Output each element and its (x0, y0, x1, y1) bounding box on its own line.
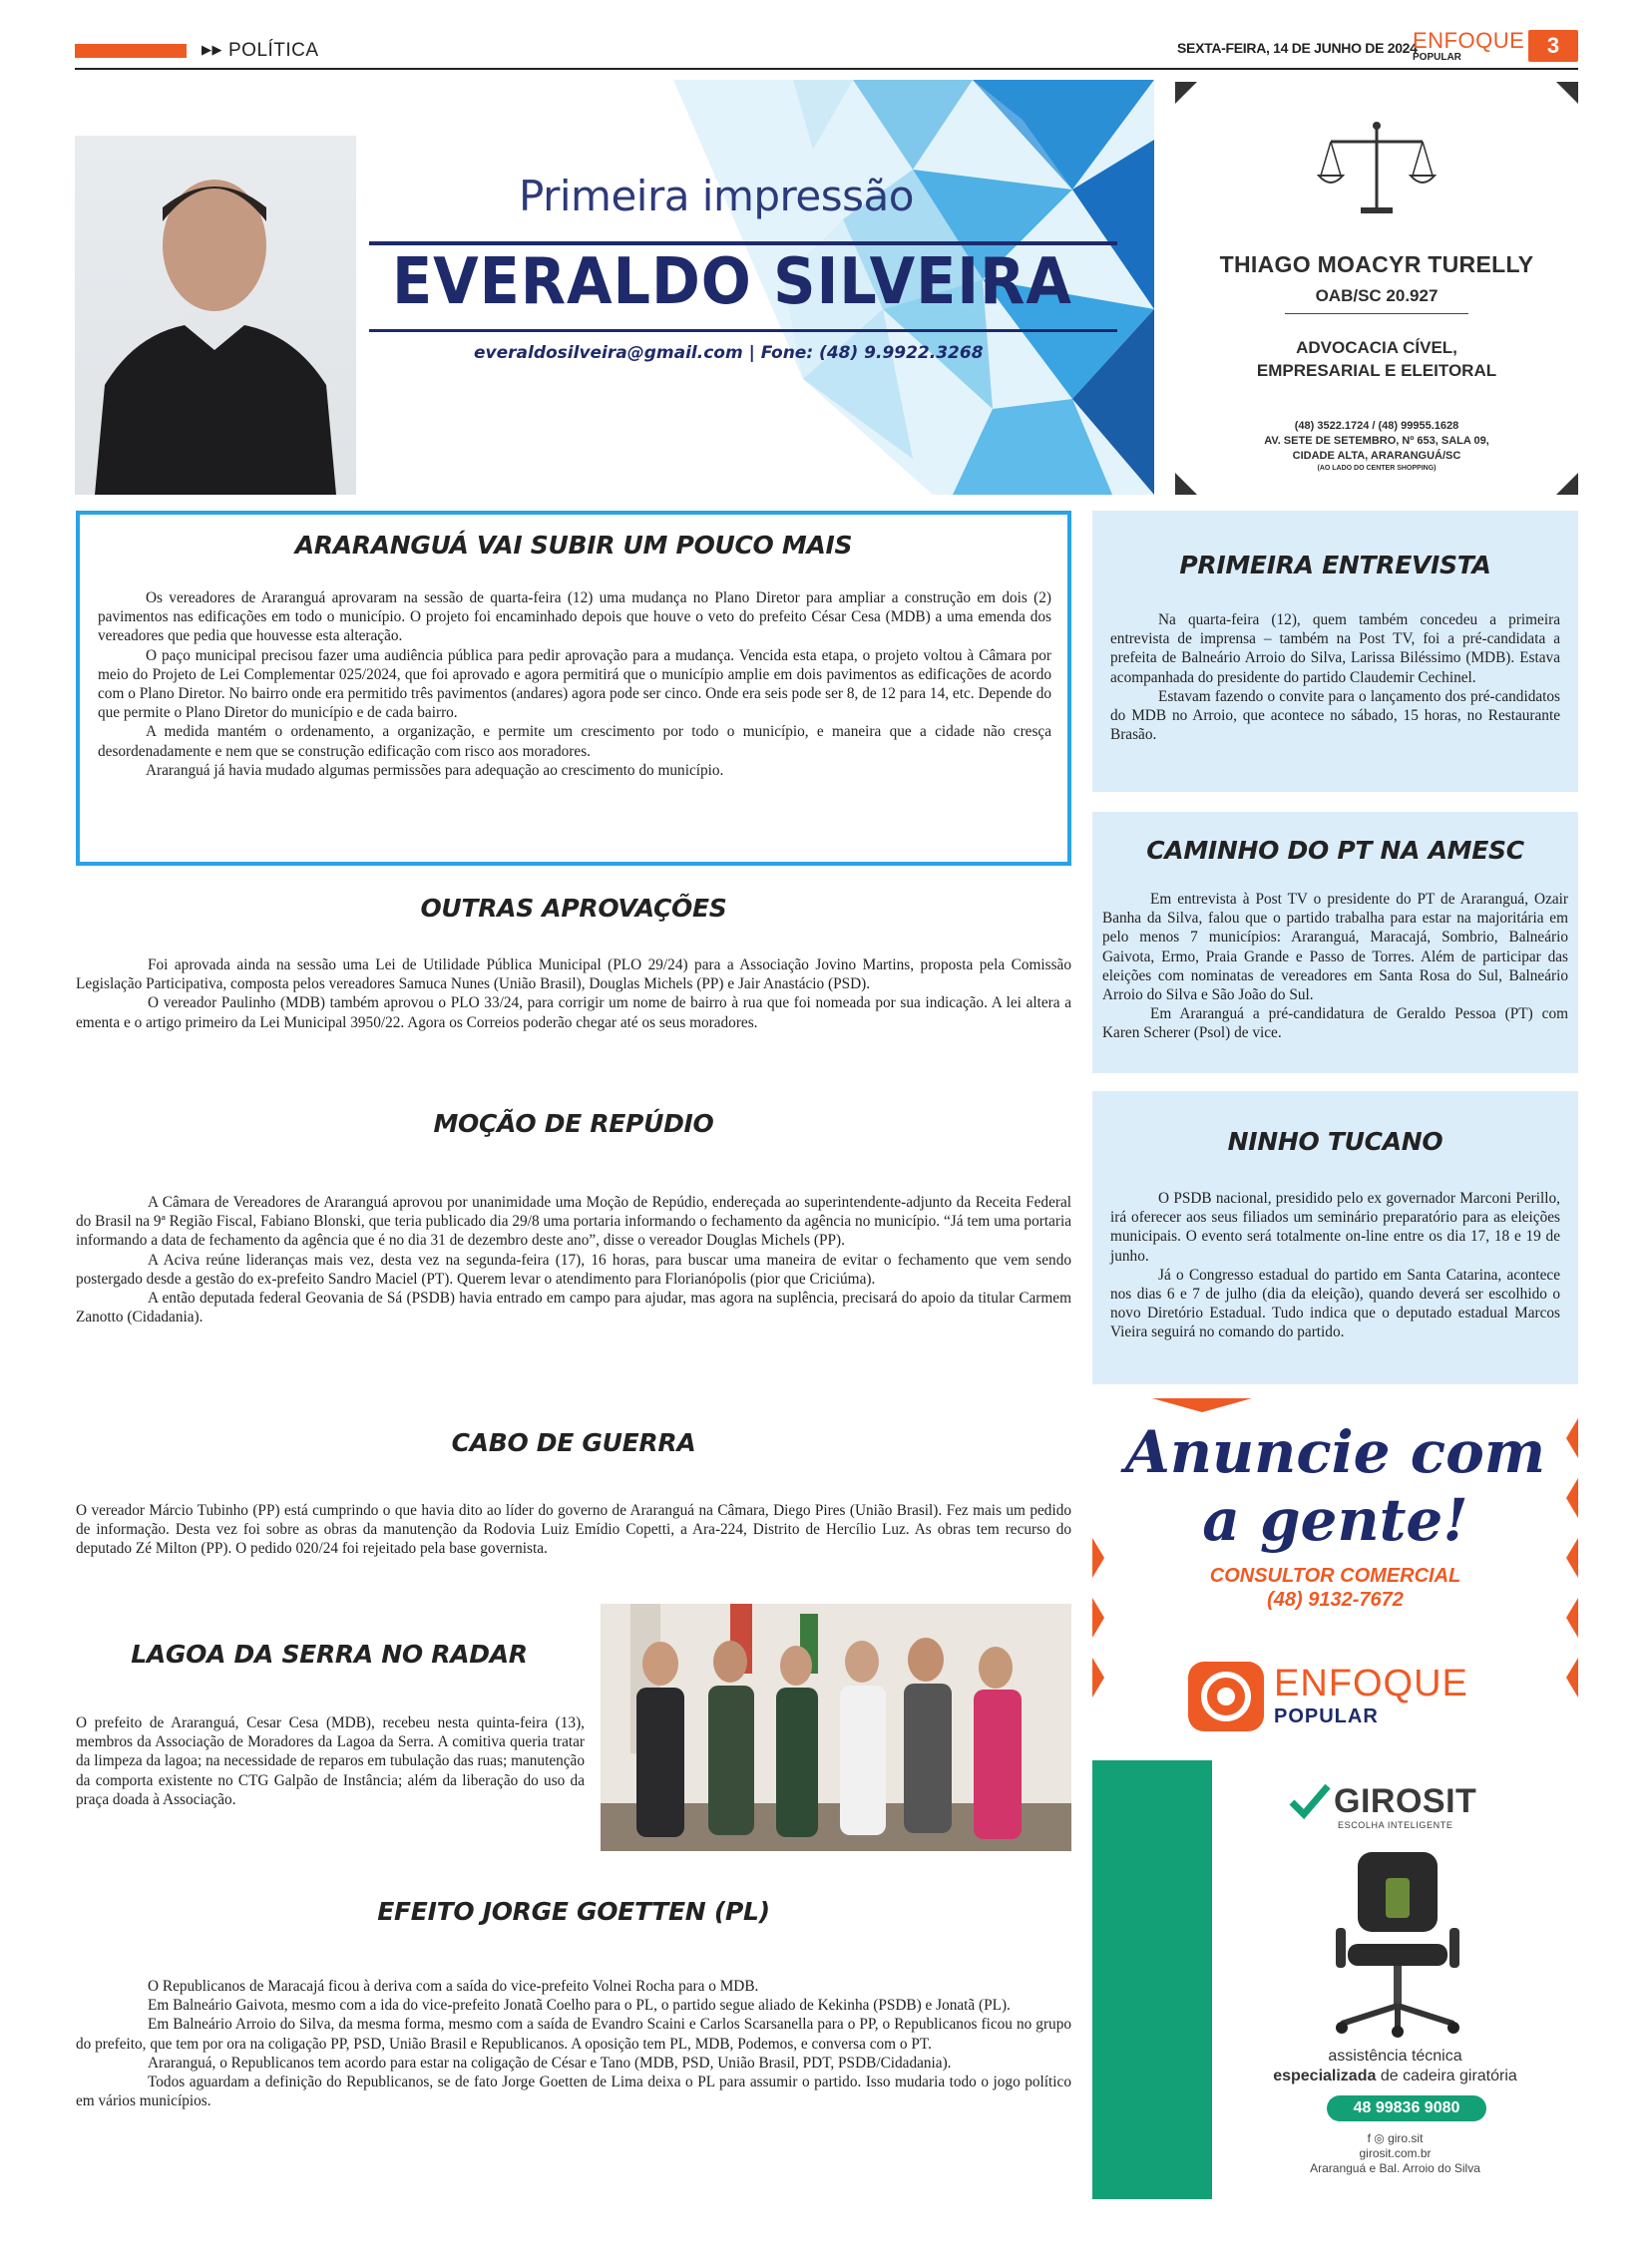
article-title-cabo: CABO DE GUERRA (451, 1428, 696, 1457)
group-photo (601, 1604, 1071, 1851)
girosit-contacts (1212, 2131, 1578, 2176)
sidebar-box-ninho (1092, 1091, 1578, 1384)
banner-rule-bottom (369, 329, 1117, 332)
article-title-ararangua: ARARANGUÁ VAI SUBIR UM POUCO MAIS (294, 531, 853, 560)
girosit-service-line1: assistência técnica (1328, 2048, 1462, 2065)
columnist-banner (75, 80, 1154, 495)
lawyer-ad (1175, 82, 1578, 495)
ad-anuncie-headline: Anuncie com a gente! (1124, 1418, 1546, 1554)
ad-anuncie (1092, 1398, 1578, 1749)
article-body-cabo: O vereador Márcio Tubinho (PP) está cumprindo o que havia dito ao líder do governo de Araranguá na Câmara, Diego Pires (União Brasil). Fez mais um pedido de informação. Desta vez foi sobre as obras da manutenção da Rodovia Luiz Emídio Copetti, a Ara-224, Distrito de Hercílio Luz. As obras tem recurso do deputado Zé Milton (PP). O pedido 020/24 foi rejeitado pela base governista. (76, 1502, 1071, 1558)
lawyer-divider (1285, 313, 1468, 314)
lawyer-address-1: AV. SETE DE SETEMBRO, Nº 653, SALA 09, (1264, 435, 1489, 447)
article-body-mocao: A Câmara de Vereadores de Araranguá aprovou por unanimidade uma Moção de Repúdio, endereçada ao superintendente-adjunto da Receita Federal do Brasil na 9ª Região Fiscal, Fabiano Blonski, que teria publicado dia 29/8 uma portaria informando o fechamento da agência no município. “Já tem uma portaria informando a data de fechamento da agência que é no dia 31 de dezembro deste ano”, disse o vereador Douglas Michels (PP). A Aciva reúne lideranças mais vez, desta vez na segunda-feira (17), 16 horas, para buscar uma maneira de evitar o fechamento que vem sendo postergado desde a gestão do ex-prefeito Sandro Maciel (PT). Querem levar o atendimento para Florianópolis (pior que Criciúma). A então deputada federal Geovania de Sá (PSDB) havia entrado em campo para ajudar, mas agora na suplência, precisará do apoio da titular Carmem Zanotto (Cidadania). (76, 1194, 1071, 1326)
columnist-name: EVERALDO SILVEIRA (392, 245, 1072, 319)
masthead-logo: ENFOQUE POPULAR (1413, 28, 1525, 63)
sidebar-title-ninho: NINHO TUCANO (1227, 1127, 1444, 1156)
girosit-social: f ◎ giro.sit (1367, 2131, 1424, 2145)
girosit-brand: GIROSIT (1334, 1782, 1477, 1820)
header-accent-bar (75, 44, 187, 58)
ad-anuncie-contact: CONSULTOR COMERCIAL (48) 9132-7672 (1209, 1565, 1461, 1611)
scales-of-justice-icon (1317, 118, 1437, 217)
article-title-outras: OUTRAS APROVAÇÕES (420, 894, 727, 923)
checkmark-icon (1288, 1780, 1332, 1824)
lawyer-contact (1175, 419, 1578, 473)
lawyer-address-3: (AO LADO DO CENTER SHOPPING) (1317, 465, 1437, 472)
girosit-site: girosit.com.br (1359, 2146, 1432, 2160)
enfoque-popular-logo: ENFOQUE POPULAR (1188, 1662, 1487, 1731)
sidebar-box-entrevista (1092, 511, 1578, 792)
lawyer-address-2: CIDADE ALTA, ARARANGUÁ/SC (1292, 450, 1461, 462)
article-body-lagoa: O prefeito de Araranguá, Cesar Cesa (MDB), recebeu nesta quinta-feira (13), membros da Associação de Moradores da Lagoa da Serra. A comitiva queria tratar da limpeza da lagoa; na necessidade de reparos em tubulação das ruas; manutenção da comporta existente no CTG Galpão de Instância; além da liberação do uso da praça doada à Associação. (76, 1714, 585, 1808)
girosit-service-line2: especializada de cadeira giratória (1273, 2068, 1517, 2084)
double-chevron-icon: ▶▶ (202, 42, 222, 57)
group-photo-illustration (601, 1604, 1071, 1851)
lawyer-phone: (48) 3522.1724 / (48) 99955.1628 (1294, 420, 1459, 432)
enfoque-logo-icon (1188, 1662, 1264, 1731)
girosit-cities: Araranguá e Bal. Arroio do Silva (1310, 2161, 1480, 2175)
article-body-outras: Foi aprovada ainda na sessão uma Lei de Utilidade Pública Municipal (PLO 29/24) para a Associação Jovino Martins, proposta pela Comissão Legislação Participativa, composta pelos vereadores Samuca Nunes (União Brasil), Douglas Michels (PP) e Jair Anastácio (PSD). O vereador Paulinho (MDB) também aprovou o PLO 33/24, para corrigir um nome de bairro à rua que foi nomeada por sua indicação. A lei altera a ementa e o artigo primeiro da Lei Municipal 3950/22. Agora os Correios poderão chegar até os seus moradores. (76, 956, 1071, 1031)
columnist-photo (75, 136, 356, 495)
column-kicker: Primeira impressão (519, 172, 914, 220)
girosit-green-panel (1092, 1760, 1212, 2199)
office-chair-icon (1328, 1848, 1467, 2038)
girosit-phone: 48 99836 9080 (1327, 2095, 1486, 2121)
social-icons: f ◎ (1367, 2131, 1389, 2145)
sidebar-body-entrevista: Na quarta-feira (12), quem também concedeu a primeira entrevista de imprensa – também na Post TV, foi a pré-candidata a prefeita de Balneário Arroio do Silva, Larissa Biléssimo (MDB). Estava acompanhada do presidente do partido Claudemir Cechinel. Estavam fazendo o convite para o lançamento dos pré-candidatos do MDB no Arroio, que acontece no sábado, 15 horas, no Restaurante Brasão. (1110, 611, 1560, 744)
header-rule (75, 68, 1578, 70)
article-title-mocao: MOÇÃO DE REPÚDIO (433, 1109, 714, 1138)
edition-date: SEXTA-FEIRA, 14 DE JUNHO DE 2024 (1177, 40, 1418, 56)
lawyer-oab: OAB/SC 20.927 (1315, 286, 1439, 305)
article-body-efeito: O Republicanos de Maracajá ficou à deriva com a saída do vice-prefeito Volnei Rocha para o MDB. Em Balneário Gaivota, mesmo com a ida do vice-prefeito Jonatã Coelho para o PL, o partido segue aliado de Kekinha (PSDB) e Jonatã (PL). Em Balneário Arroio do Silva, da mesma forma, mesmo com a saída de Evandro Scaini e Carlos Scarsanella para o PP, o Republicanos ficou no grupo do prefeito, que tem por ora na coligação PP, PSD, União Brasil e Republicanos. A oposição tem PL, MDB, Podemos, e conversa com o PT. Araranguá, o Republicanos tem acordo para estar na coligação de César e Tano (MDB, PSD, União Brasil, PDT, PSDB/Cidadania). Todos aguardam a definição do Republicanos, se de fato Jorge Goetten de Lima deixa o PL para assumir o partido. Isso mudaria todo o jogo político em vários municípios. (76, 1978, 1071, 2110)
article-body-ararangua: Os vereadores de Araranguá aprovaram na sessão de quarta-feira (12) uma mudança no Plano Diretor para ampliar a construção em dois (2) pavimentos nas edificações em todo o município. O projeto foi encaminhado depois que houve o veto do prefeito César Cesa (MDB) a uma emenda dos vereadores que pedia que houvesse esta alteração. O paço municipal precisou fazer uma audiência pública para pedir aprovação para a mudança. Vencida esta etapa, o projeto voltou à Câmara por meio do Projeto de Lei Complementar 025/2024, que foi aprovado e agora permitirá que o município amplie em dois pavimentos as edificações de acordo com o Plano Diretor. No bairro onde era permitido três pavimentos (andares) agora pode ser cinco. Onde era seis pode ser 8, de 12 para 14, etc. Depende do que permite o Plano Diretor do município e de cada bairro. A medida mantém o ordenamento, a organização, e permite um crescimento por todo o município, e maneira que a cidade não cresça desordenadamente e nem que se construção edificação com risco aos moradores. Araranguá já havia mudado algumas permissões para adequação ao crescimento do município. (98, 589, 1051, 779)
sidebar-title-entrevista: PRIMEIRA ENTREVISTA (1179, 551, 1491, 579)
sidebar-body-ninho: O PSDB nacional, presidido pelo ex governador Marconi Perillo, irá oferecer aos seus filiados um seminário preparatório para as eleições municipais. O evento será totalmente on-line entre os dia 17, 18 e 19 de junho. Já o Congresso estadual do partido em Santa Catarina, acontece nos dias 6 e 7 de julho (dia da eleição), quando deverá ser escolhido o novo Diretório Estadual. Tudo indica que o deputado estadual Marcos Vieira seguirá no comando do partido. (1110, 1190, 1560, 1341)
article-title-efeito: EFEITO JORGE GOETTEN (PL) (377, 1897, 770, 1926)
lawyer-name: THIAGO MOACYR TURELLY (1219, 251, 1534, 277)
sidebar-title-caminho: CAMINHO DO PT NA AMESC (1146, 836, 1524, 865)
sidebar-box-caminho (1092, 812, 1578, 1073)
ad-girosit (1092, 1760, 1578, 2199)
section-label: ▶▶ POLÍTICA (202, 40, 319, 61)
lawyer-practice-areas: ADVOCACIA CÍVEL, EMPRESARIAL E ELEITORAL (1256, 338, 1497, 380)
columnist-contact: everaldosilveira@gmail.com | Fone: (48) 9.9922.3268 (474, 343, 984, 363)
girosit-tagline: ESCOLHA INTELIGENTE (1338, 1820, 1453, 1830)
sidebar-body-caminho: Em entrevista à Post TV o presidente do PT de Araranguá, Ozair Banha da Silva, falou que o partido trabalha para estar na majoritária em pelo menos 7 municípios: Araranguá, Maracajá, Sombrio, Balneário Gaivota, Ermo, Praia Grande e Passo de Torres. Além de participar das eleições com nominatas de vereadores em Santa Rosa do Sul, Balneário Arroio do Silva e São João do Sul. Em Araranguá a pré-candidatura de Geraldo Pessoa (PT) com Karen Scherer (Psol) de vice. (1102, 891, 1568, 1042)
page-number: 3 (1528, 30, 1578, 62)
person-silhouette-icon (75, 136, 356, 495)
article-title-lagoa: LAGOA DA SERRA NO RADAR (131, 1640, 528, 1669)
